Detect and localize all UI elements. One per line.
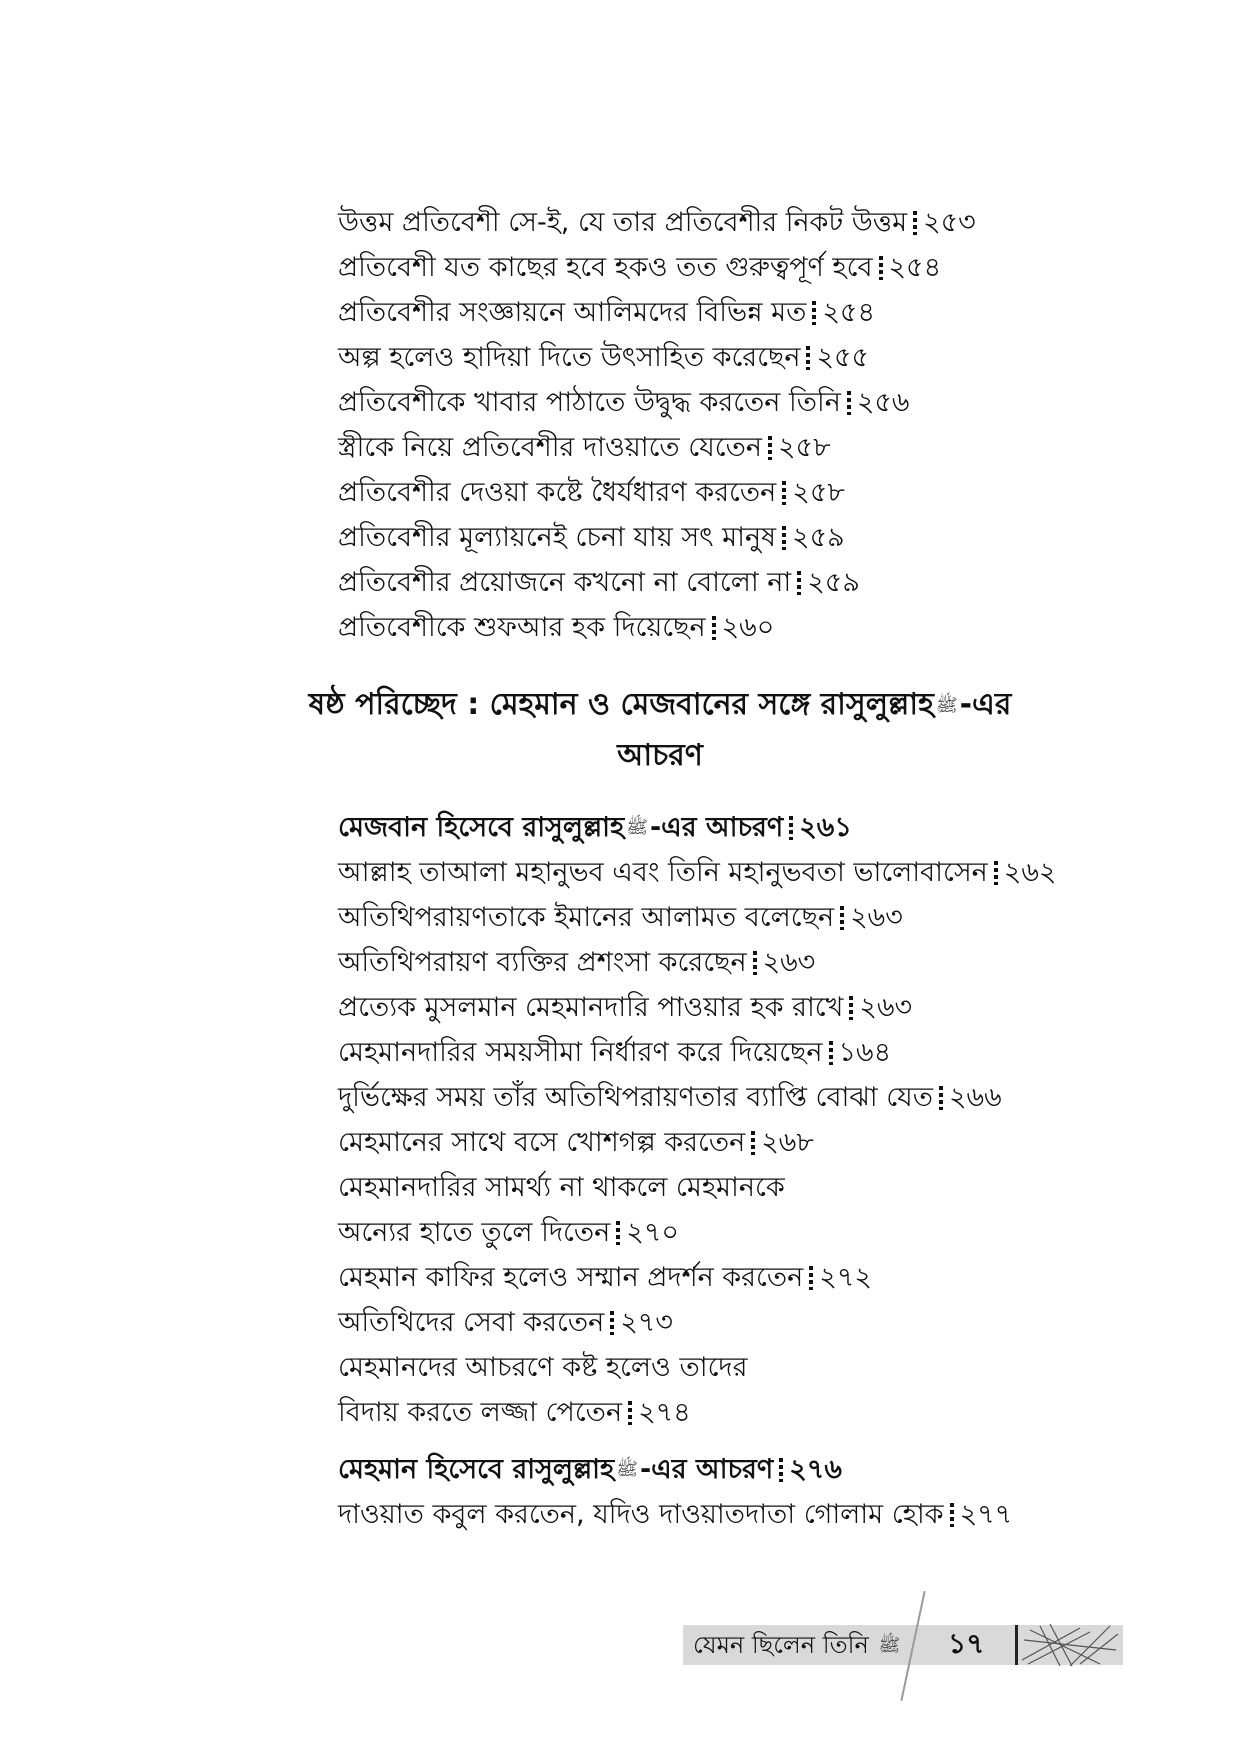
toc-entry-page: ২৬৬ bbox=[948, 1082, 1002, 1113]
toc-entry-title: মেহমানের সাথে বসে খোশগল্প করতেন bbox=[338, 1127, 746, 1158]
subsection-title-suffix: -এর আচরণ bbox=[649, 812, 784, 843]
dotted-separator bbox=[939, 1086, 943, 1110]
toc-entry bbox=[338, 850, 1058, 895]
toc-entry-page: ২৭৬ bbox=[789, 1454, 842, 1485]
toc-entry-title: দুর্ভিক্ষের সময় তাঁর অতিথিপরায়ণতার ব্যাপ্তি বোঝা যেত bbox=[338, 1082, 933, 1113]
toc-entry bbox=[338, 1075, 1058, 1120]
dotted-separator bbox=[779, 1458, 783, 1482]
toc-entry-title: প্রত্যেক মুসলমান মেহমানদারি পাওয়ার হক রাখে bbox=[338, 992, 844, 1023]
toc-entry bbox=[338, 200, 1058, 245]
toc-entry-title: প্রতিবেশীকে খাবার পাঠাতে উদ্বুদ্ধ করতেন তিনি bbox=[338, 387, 841, 418]
honorific-icon: ﷺ bbox=[878, 1635, 901, 1656]
toc-entry bbox=[338, 335, 1058, 380]
toc-entry-page: ২৭৩ bbox=[620, 1307, 673, 1338]
section-heading-suffix: -এর bbox=[959, 687, 1012, 722]
subsection-title: মেজবান হিসেবে রাসুলুল্লাহ bbox=[338, 812, 625, 843]
toc-entry bbox=[338, 1390, 1058, 1435]
toc-entry bbox=[338, 1030, 1058, 1075]
toc-entry-page: ২৬০ bbox=[721, 612, 775, 643]
footer-book-title bbox=[693, 1628, 902, 1663]
dotted-separator bbox=[950, 1503, 954, 1527]
toc-entry bbox=[338, 290, 1058, 335]
toc-entry-title: অল্প হলেও হাদিয়া দিতে উৎসাহিত করেছেন bbox=[338, 342, 801, 373]
dotted-separator bbox=[809, 1266, 813, 1290]
dotted-separator bbox=[849, 996, 853, 1020]
dotted-separator bbox=[840, 906, 844, 930]
toc-entry-page: ২৫৪ bbox=[888, 252, 942, 283]
subsection-title: মেহমান হিসেবে রাসুলুল্লাহ bbox=[338, 1454, 615, 1485]
toc-entry bbox=[338, 515, 1058, 560]
dotted-separator bbox=[753, 951, 757, 975]
toc-entry-title: বিদায় করতে লজ্জা পেতেন bbox=[338, 1397, 623, 1428]
dotted-separator bbox=[913, 211, 917, 235]
dotted-separator bbox=[768, 436, 772, 460]
toc-entry-title: প্রতিবেশী যত কাছের হবে হকও তত গুরুত্বপূর্ণ হবে bbox=[338, 252, 873, 283]
toc-entry-title: অতিথিদের সেবা করতেন bbox=[338, 1307, 605, 1338]
toc-entry bbox=[338, 470, 1058, 515]
toc-entry bbox=[338, 895, 1058, 940]
subsection-title-suffix: -এর আচরণ bbox=[639, 1454, 774, 1485]
toc-entry-title: প্রতিবেশীর প্রয়োজনে কখনো না বোলো না bbox=[338, 567, 792, 598]
toc-entry-title: মেহমানদারির সময়সীমা নির্ধারণ করে দিয়েছেন bbox=[338, 1037, 823, 1068]
toc-entry-page: ২৭৭ bbox=[959, 1499, 1013, 1530]
toc-entry-page: ২৬৮ bbox=[761, 1127, 814, 1158]
toc-entry-page: ২৬১ bbox=[799, 812, 852, 843]
toc-part-2 bbox=[338, 805, 1058, 1537]
toc-entry bbox=[338, 1300, 1058, 1345]
dotted-separator bbox=[751, 1131, 755, 1155]
toc-entry-page: ২৫৩ bbox=[923, 207, 976, 238]
toc-entry-title: অতিথিপরায়ণতাকে ইমানের আলামত বলেছেন bbox=[338, 902, 835, 933]
dotted-separator bbox=[847, 391, 851, 415]
dotted-separator bbox=[812, 301, 816, 325]
toc-entry bbox=[338, 1210, 1058, 1255]
toc-entry bbox=[338, 985, 1058, 1030]
toc-entry bbox=[338, 560, 1058, 605]
toc-entry-page: ২৬৩ bbox=[762, 947, 816, 978]
toc-entry-page: ২৫৮ bbox=[792, 477, 845, 508]
dotted-separator bbox=[628, 1401, 632, 1425]
toc-entry bbox=[338, 1255, 1058, 1300]
toc-entry bbox=[338, 1492, 1058, 1537]
toc-entry-page: ২৫৯ bbox=[792, 522, 845, 553]
footer-book-title-text: যেমন ছিলেন তিনি bbox=[693, 1631, 869, 1659]
honorific-icon: ﷺ bbox=[616, 1459, 638, 1480]
section-heading-line-2: আচরণ bbox=[617, 737, 703, 773]
dotted-separator bbox=[879, 256, 883, 280]
toc-entry-page: ১৬৪ bbox=[838, 1037, 892, 1068]
dotted-separator bbox=[994, 861, 998, 885]
toc-entry-title: মেহমান কাফির হলেও সম্মান প্রদর্শন করতেন bbox=[338, 1262, 804, 1293]
toc-entry-title: প্রতিবেশীর মূল্যায়নেই চেনা যায় সৎ মানুষ bbox=[338, 522, 777, 553]
honorific-icon: ﷺ bbox=[626, 817, 648, 838]
page-number: ১৭ bbox=[948, 1627, 985, 1660]
toc-entry-page: ২৫৫ bbox=[816, 342, 870, 373]
dotted-separator bbox=[616, 1221, 620, 1245]
toc-entry-page: ২৬৩ bbox=[850, 902, 903, 933]
toc-entry bbox=[338, 425, 1058, 470]
toc-entry-title: দাওয়াত কবুল করতেন, যদিও দাওয়াতদাতা গোলাম হোক bbox=[338, 1499, 944, 1530]
toc-entry-page: ২৫৮ bbox=[778, 432, 831, 463]
toc-entry-title: অতিথিপরায়ণ ব্যক্তির প্রশংসা করেছেন bbox=[338, 947, 747, 978]
dotted-separator bbox=[797, 571, 801, 595]
toc-entry-page: ২৫৬ bbox=[856, 387, 910, 418]
toc-entry-page: ২৭২ bbox=[819, 1262, 872, 1293]
toc-entry bbox=[338, 245, 1058, 290]
dotted-separator bbox=[610, 1311, 614, 1335]
toc-entry-title: প্রতিবেশীকে শুফআর হক দিয়েছেন bbox=[338, 612, 706, 643]
toc-entry bbox=[338, 1165, 1058, 1210]
honorific-icon: ﷺ bbox=[935, 694, 958, 716]
toc-entry-title: মেহমানদারির সামর্থ্য না থাকলে মেহমানকে bbox=[338, 1172, 785, 1203]
toc-entry-title: উত্তম প্রতিবেশী সে-ই, যে তার প্রতিবেশীর নিকট উত্তম bbox=[338, 207, 908, 238]
toc-entry bbox=[338, 1120, 1058, 1165]
toc-entry-title: স্ত্রীকে নিয়ে প্রতিবেশীর দাওয়াতে যেতেন bbox=[338, 432, 762, 463]
toc-entry-page: ২৫৪ bbox=[822, 297, 875, 328]
dotted-separator bbox=[829, 1041, 833, 1065]
dotted-separator bbox=[782, 526, 786, 550]
toc-entry bbox=[338, 605, 1058, 650]
toc-entry-title: অন্যের হাতে তুলে দিতেন bbox=[338, 1217, 611, 1248]
toc-entry-title: মেহমানদের আচরণে কষ্ট হলেও তাদের bbox=[338, 1352, 748, 1383]
toc-entry-title: আল্লাহ তাআলা মহানুভব এবং তিনি মহানুভবতা ভালোবাসেন bbox=[338, 857, 988, 888]
toc-entry-page: ২৫৯ bbox=[807, 567, 860, 598]
decorative-scribble-icon bbox=[1020, 1620, 1120, 1670]
subsection-heading bbox=[338, 805, 1058, 850]
subsection-heading bbox=[338, 1447, 1058, 1492]
toc-entry-title: প্রতিবেশীর সংজ্ঞায়নে আলিমদের বিভিন্ন মত bbox=[338, 297, 807, 328]
section-heading bbox=[300, 680, 1020, 781]
dotted-separator bbox=[806, 346, 810, 370]
dotted-separator bbox=[789, 816, 793, 840]
toc-entry-page: ২৭০ bbox=[626, 1217, 679, 1248]
toc-entry bbox=[338, 1345, 1058, 1390]
spacer bbox=[338, 1435, 1058, 1447]
section-heading-line-1 bbox=[300, 680, 1020, 731]
toc-entry bbox=[338, 940, 1058, 985]
dotted-separator bbox=[712, 616, 716, 640]
toc-entry bbox=[338, 380, 1058, 425]
toc-part-1 bbox=[338, 200, 1058, 650]
toc-entry-page: ২৬৩ bbox=[859, 992, 913, 1023]
toc-entry-page: ২৭৪ bbox=[638, 1397, 691, 1428]
toc-entry-title: প্রতিবেশীর দেওয়া কষ্টে ধৈর্যধারণ করতেন bbox=[338, 477, 777, 508]
section-heading-text: ষষ্ঠ পরিচ্ছেদ : মেহমান ও মেজবানের সঙ্গে রাসুলুল্লাহ bbox=[308, 687, 934, 722]
footer-vertical-rule bbox=[1015, 1625, 1018, 1665]
dotted-separator bbox=[782, 481, 786, 505]
toc-entry-page: ২৬২ bbox=[1003, 857, 1057, 888]
